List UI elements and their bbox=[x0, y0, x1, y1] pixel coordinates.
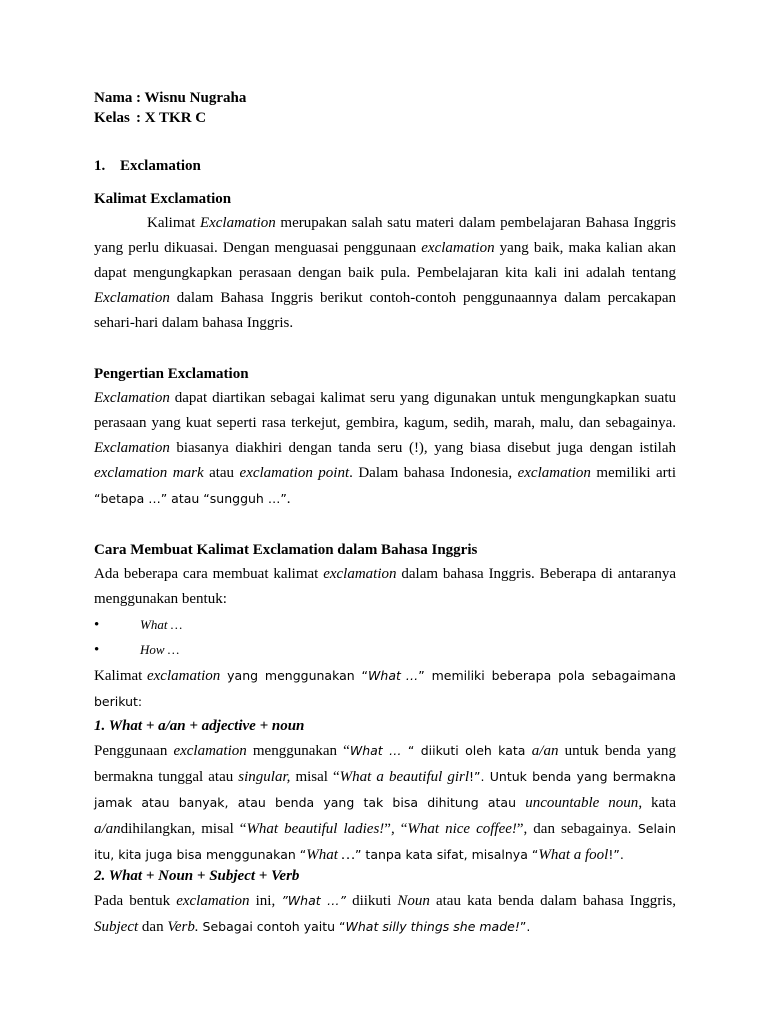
section-number: 1. bbox=[94, 158, 106, 174]
bullet-icon: • bbox=[94, 617, 100, 633]
kalimat-heading: Kalimat Exclamation bbox=[94, 191, 232, 207]
student-info bbox=[94, 88, 676, 128]
section-heading bbox=[94, 158, 676, 175]
pengertian-heading: Pengertian Exclamation bbox=[94, 366, 249, 382]
class-label: Kelas bbox=[94, 110, 130, 126]
cara-paragraph: Ada beberapa cara membuat kalimat exclamation dalam bahasa Inggris. Beberapa di antaranya menggunakan bentuk: bbox=[94, 566, 676, 607]
name-line bbox=[94, 88, 676, 108]
pola2-paragraph: Pada bentuk exclamation ini, ”What …” diikuti Noun atau kata benda dalam bahasa Inggris, Subject dan Verb. Sebagai contoh yaitu “What silly things she made!”. bbox=[94, 893, 677, 935]
pola1-heading: 1. What + a/an + adjective + noun bbox=[94, 718, 305, 734]
pengertian-paragraph: Exclamation dapat diartikan sebagai kalimat seru yang digunakan untuk mengungkapkan suatu perasaan yang kuat seperti rasa terkejut, gembira, kagum, sedih, marah, malu, dan sebagainya. Exclamation biasanya diakhiri dengan tanda seru (!), yang biasa disebut juga dengan istilah exclamation mark atau exclamation point. Dalam bahasa Indonesia, exclamation memiliki arti “betapa …” atau “sungguh …”. bbox=[94, 390, 677, 507]
section-title: Exclamation bbox=[120, 158, 201, 174]
class-line bbox=[94, 108, 676, 128]
name-value: : Wisnu Nugraha bbox=[136, 90, 247, 106]
document-page: Nama : Wisnu Nugraha Kelas : X TKR C 1. Exclamation Kalimat Exclamation Kalimat Exclamation merupakan salah satu materi dalam pembelajaran Bahasa Inggris yang perlu dikuasai. Dengan menguasai penggunaan exclamation yang baik, maka kalian akan dapat mengungkapkan perasaan dengan baik pula. Pembelajaran kita kali ini adalah tentang Exclamation dalam Bahasa Inggris berikut contoh-contoh penggunaannya dalam percakapan sehari-hari dalam bahasa Inggris. Pengertian Exclamation Exclamation dapat diartikan sebagai kalimat seru yang digunakan untuk mengungkapkan suatu perasaan yang kuat seperti rasa terkejut, gembira, kagum, sedih, marah, malu, dan sebagainya. Exclamation biasanya diakhiri dengan tanda seru (!), yang biasa disebut juga dengan istilah exclamation mark atau exclamation point. Dalam bahasa Indonesia, exclamation memiliki arti “betapa …” atau “sungguh …”. Cara Membuat Kalimat Exclamation dalam Bahasa Inggris Ada beberapa cara membuat kalimat exclamation dalam bahasa Inggris. Beberapa di antaranya menggunakan bentuk: • What … • How … Kalimat exclamation yang menggunakan “What …” memiliki beberapa pola sebagaimana berikut: 1. What + a/an + adjective + noun Penggunaan exclamation menggunakan “What … “ diikuti oleh kata a/an untuk benda yang bermakna tunggal atau singular, misal “What a beautiful girl!”. Untuk benda yang bermakna jamak atau banyak, atau benda yang tak bisa dihitung atau uncountable noun, kata a/andihilangkan, misal “What beautiful ladies!”, “What nice coffee!”, dan sebagainya. Selain itu, kita juga bisa menggunakan “What …” tanpa kata sifat, misalnya “What a fool!”. 2. What + Noun + Subject + Verb Pada bentuk exclamation ini, ”What …” diikuti Noun atau kata benda dalam bahasa Inggris, Subject dan Verb. Sebagai contoh yaitu “What silly things she made!”. bbox=[0, 0, 768, 1024]
bullet-icon: • bbox=[94, 642, 100, 658]
cara-pattern-intro: Kalimat exclamation yang menggunakan “What …” memiliki beberapa pola sebagaimana berikut: bbox=[94, 668, 676, 709]
class-value: : X TKR C bbox=[136, 110, 207, 126]
pola2-heading: 2. What + Noun + Subject + Verb bbox=[94, 868, 300, 884]
kalimat-paragraph: Kalimat Exclamation merupakan salah satu materi dalam pembelajaran Bahasa Inggris yang perlu dikuasai. Dengan menguasai penggunaan exclamation yang baik, maka kalian akan dapat mengungkapkan perasaan dengan baik pula. Pembelajaran kita kali ini adalah tentang Exclamation dalam Bahasa Inggris berikut contoh-contoh penggunaannya dalam percakapan sehari-hari dalam bahasa Inggris. bbox=[94, 215, 676, 331]
cara-heading: Cara Membuat Kalimat Exclamation dalam Bahasa Inggris bbox=[94, 542, 478, 558]
pola1-paragraph: Penggunaan exclamation menggunakan “What … “ diikuti oleh kata a/an untuk benda yang bermakna tunggal atau singular, misal “What a beautiful girl!”. Untuk benda yang bermakna jamak atau banyak, atau benda yang tak bisa dihitung atau uncountable noun, kata a/andihilangkan, misal “What beautiful ladies!”, “What nice coffee!”, dan sebagainya. Selain itu, kita juga bisa menggunakan “What …” tanpa kata sifat, misalnya “What a fool!”. bbox=[94, 743, 677, 863]
name-label: Nama bbox=[94, 90, 133, 106]
